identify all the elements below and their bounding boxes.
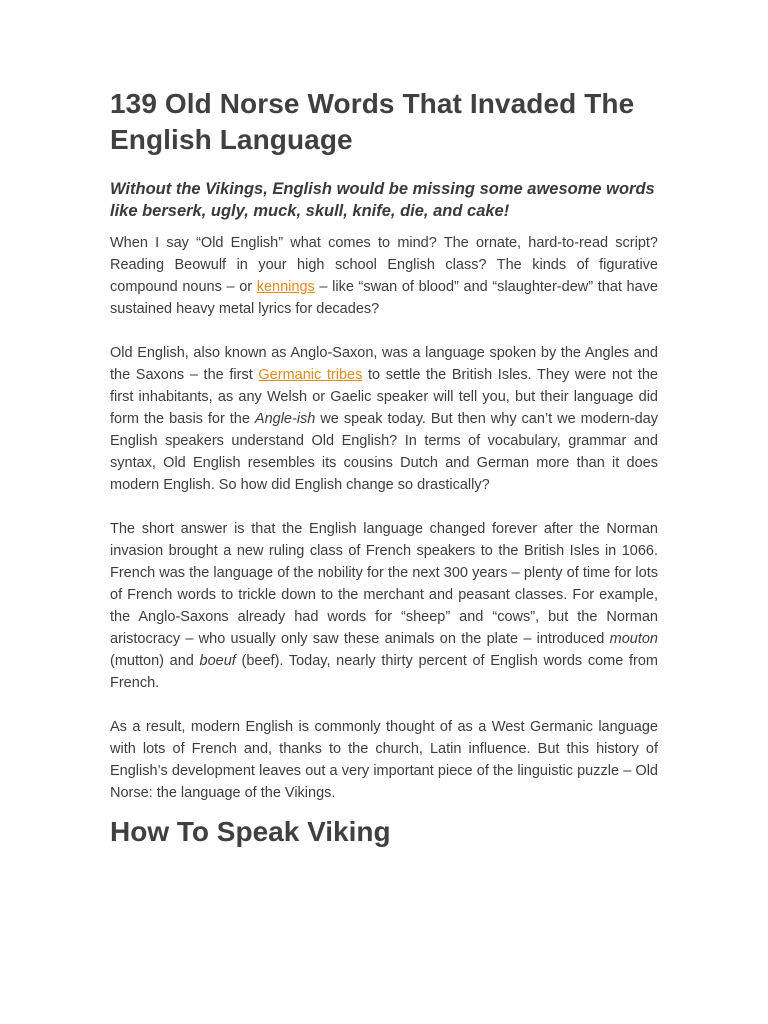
paragraph-3-text-b: (mutton) and — [110, 653, 200, 669]
paragraph-3-emphasis-boeuf: boeuf — [199, 653, 236, 669]
germanic-tribes-link[interactable]: Germanic tribes — [258, 367, 363, 383]
article-subtitle: Without the Vikings, English would be missing some awesome words like berserk, ugly, muck, skull, knife, die, and cake! — [110, 180, 655, 220]
paragraph-3 — [110, 518, 658, 694]
paragraph-2 — [110, 342, 658, 496]
paragraph-2-text-a: Old English, also known as Anglo-Saxon, was a language spoken by the Angles and the Saxons – the first — [110, 345, 658, 383]
paragraph-3-text-a: The short answer is that the English language changed forever after the Norman invasion brought a new ruling class of French speakers to the British Isles in 1066. French was the language of the nobility for the next 300 years – plenty of time for lots of French words to trickle down to the merchant and peasant classes. For example, the Anglo-Saxons already had words for “sheep” and “cows”, but the Norman aristocracy – who usually only saw these animals on the plate – introduced — [110, 521, 658, 647]
paragraph-3-text-c: (beef). Today, nearly thirty percent of English words come from French. — [110, 653, 658, 691]
article-title: 139 Old Norse Words That Invaded The English Language — [110, 88, 635, 155]
paragraph-2-emphasis: Angle-ish — [254, 411, 316, 427]
article — [110, 86, 658, 850]
paragraph-1 — [110, 232, 658, 320]
paragraph-1-text-a: When I say “Old English” what comes to mind? The ornate, hard-to-read script? Reading Beowulf in your high school English class? The kinds of figurative compound nouns – or — [110, 235, 658, 295]
paragraph-2-text-b: to settle the British Isles. They were not the first inhabitants, as any Welsh or Gaelic speaker will tell you, but their language did form the basis for the — [110, 367, 658, 427]
paragraph-3-emphasis-mouton: mouton — [609, 631, 658, 647]
paragraph-1-text-b: – like “swan of blood” and “slaughter-dew” that have sustained heavy metal lyrics for decades? — [110, 279, 658, 317]
kennings-link[interactable]: kennings — [256, 279, 315, 295]
paragraph-2-text-c: we speak today. But then why can’t we modern-day English speakers understand Old English? In terms of vocabulary, grammar and syntax, Old English resembles its cousins Dutch and German more than it does modern English. So how did English change so drastically? — [110, 411, 658, 493]
paragraph-4: As a result, modern English is commonly thought of as a West Germanic language with lots of French and, thanks to the church, Latin influence. But this history of English’s development leaves out a very important piece of the linguistic puzzle – Old Norse: the language of the Vikings. — [110, 719, 658, 801]
section-heading: How To Speak Viking — [110, 816, 391, 847]
